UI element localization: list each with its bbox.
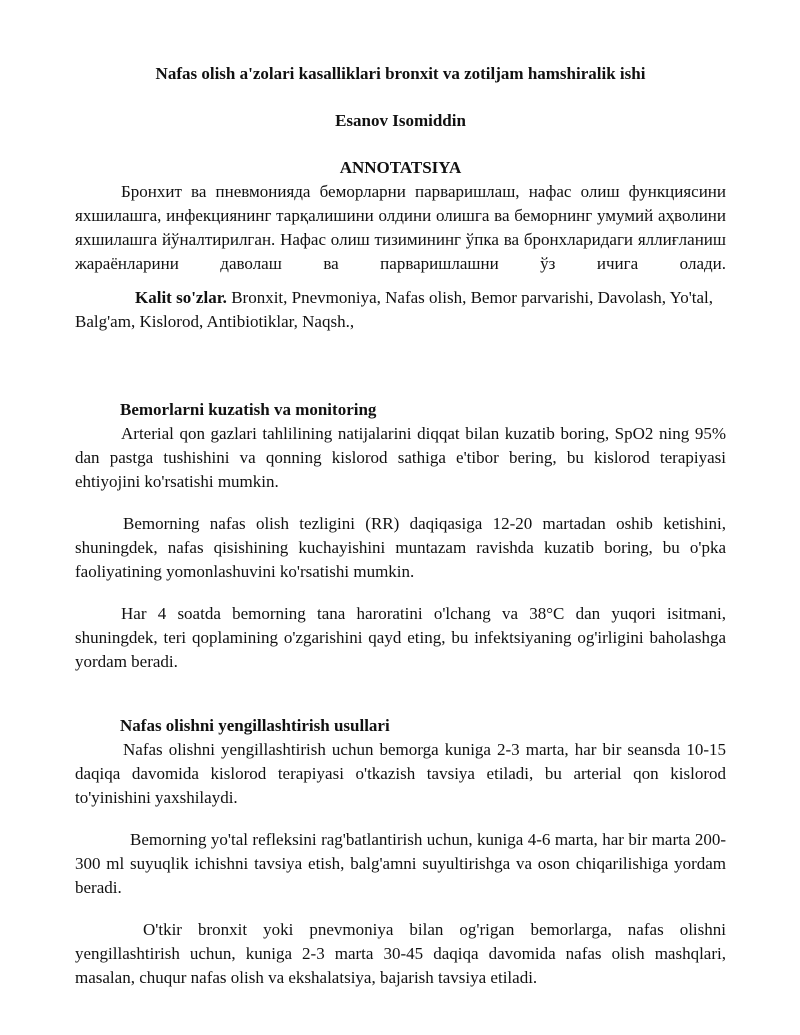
section-paragraph: Arterial qon gazlari tahlilining natijalarini diqqat bilan kuzatib boring, SpO2 ning 95% dan pastga tushishini va qonning kislorod sathiga e'tibor bering, bu kislorod terapiyasi ehtiyojini ko'rsatishi mumkin.	[75, 424, 726, 491]
keywords-text: Bronxit, Pnevmoniya, Nafas olish, Bemor parvarishi, Davolash, Yo'tal, Balg'am, Kislorod, Antibiotiklar, Naqsh.,	[75, 288, 714, 331]
section-paragraph: O'tkir bronxit yoki pnevmoniya bilan og'rigan bemorlarga, nafas olishni yengillashtirish uchun, kuniga 2-3 marta 30-45 daqiqa davomida nafas olish mashqlari, masalan, chuqur nafas olish va ekshalatsiya, bajarish tavsiya etiladi.	[75, 920, 726, 987]
annotation-heading: ANNOTATSIYA	[339, 158, 462, 177]
keywords-label: Kalit so'zlar.	[135, 288, 227, 307]
document-page	[75, 62, 726, 990]
section-paragraph: Bemorning nafas olish tezligini (RR) daqiqasiga 12-20 martadan oshib ketishini, shuningdek, nafas qisishining kuchayishini muntazam ravishda kuzatib boring, bu o'pka faoliyatining yomonlashuvini ko'rsatishi mumkin.	[75, 514, 726, 581]
section-paragraph: Bemorning yo'tal refleksini rag'batlantirish uchun, kuniga 4-6 marta, har bir marta 200-300 ml suyuqlik ichishni tavsiya etish, balg'amni suyultirishga va oson chiqarilishiga yordam beradi.	[75, 830, 726, 897]
keywords-paragraph	[75, 286, 726, 334]
section-paragraph: Har 4 soatda bemorning tana haroratini o'lchang va 38°C dan yuqori isitmani, shuningdek, teri qoplamining o'zgarishini qayd eting, bu infektsiyaning og'irligini baholashga yordam beradi.	[75, 604, 726, 671]
section-heading-breathing-relief: Nafas olishni yengillashtirish usullari	[120, 716, 390, 735]
section-heading-monitoring: Bemorlarni kuzatish va monitoring	[120, 400, 377, 419]
section-paragraph: Nafas olishni yengillashtirish uchun bemorga kuniga 2-3 marta, har bir seansda 10-15 daqiqa davomida kislorod terapiyasi o'tkazish tavsiya etiladi, bu arterial qon kislorod to'yinishini yaxshilaydi.	[75, 740, 726, 807]
annotation-text: Бронхит ва пневмонияда беморларни парваришлаш, нафас олиш функциясини яхшилашга, инфекциянинг тарқалишини олдини олишга ва беморнинг умумий аҳволини яхшилашга йўналтирилган. Нафас олиш тизимининг ўпка ва бронхларидаги яллиғланиш жараёнларини даволаш ва парваришлашни ўз ичига олади.	[75, 182, 726, 273]
document-title: Nafas olish a'zolari kasalliklari bronxit va zotiljam hamshiralik ishi	[155, 64, 646, 83]
document-author: Esanov Isomiddin	[335, 111, 466, 130]
